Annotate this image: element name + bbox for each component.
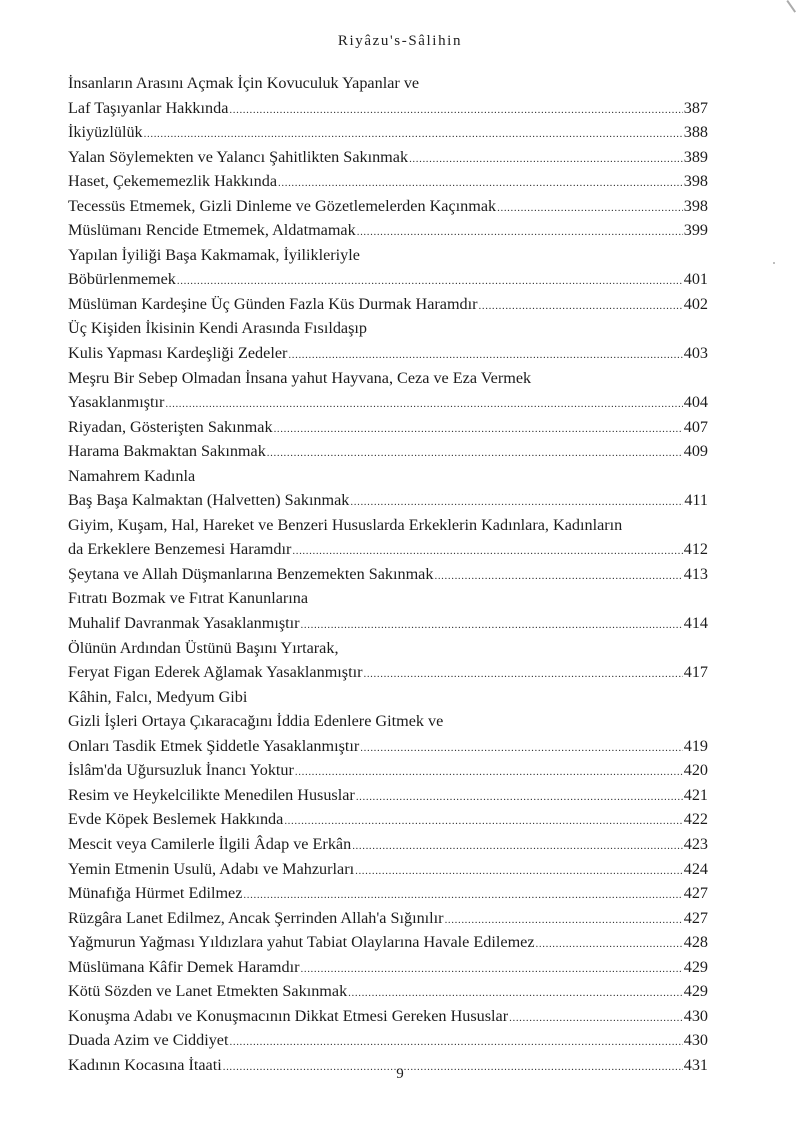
dot-leader xyxy=(350,490,683,515)
toc-entry-title: Riyadan, Gösterişten Sakınmak xyxy=(68,417,273,436)
toc-entry xyxy=(68,611,708,636)
toc-entry-title: Muhalif Davranmak Yasaklanmıştır xyxy=(68,614,300,633)
dot-leader xyxy=(356,785,683,810)
toc-entry xyxy=(68,857,708,882)
toc-entry xyxy=(68,537,708,562)
dot-leader xyxy=(497,196,683,221)
toc-entry-page-number: 411 xyxy=(684,491,708,510)
toc-entry-page-number: 420 xyxy=(683,761,708,780)
toc-entry-page-number: 388 xyxy=(683,123,708,142)
toc-entry-page-number: 404 xyxy=(683,393,708,412)
toc-entry-title: da Erkeklere Benzemesi Haramdır xyxy=(68,540,292,559)
toc-entry-continued xyxy=(68,243,708,268)
page-number: 9 xyxy=(396,1066,404,1082)
dot-leader xyxy=(357,220,683,245)
toc-entry-continued xyxy=(68,586,708,611)
toc-entry xyxy=(68,145,708,170)
toc-entry-page-number: 399 xyxy=(683,221,708,240)
toc-entry xyxy=(68,979,708,1004)
toc-entry xyxy=(68,562,708,587)
dot-leader xyxy=(348,981,683,1006)
toc-entry-page-number: 429 xyxy=(683,982,708,1001)
toc-entry-title: Yağmurun Yağması Yıldızlara yahut Tabiat Olaylarına Havale Edilemez xyxy=(68,933,535,952)
toc-entry-title: İkiyüzlülük xyxy=(68,123,143,142)
toc-entry-page-number: 407 xyxy=(683,417,708,436)
toc-entry-title: İslâm'da Uğursuzluk İnancı Yoktur xyxy=(68,761,294,780)
toc-entry-title: Yasaklanmıştır xyxy=(68,393,165,412)
toc-entry-page-number: 402 xyxy=(683,294,708,313)
toc-entry-title: Baş Başa Kalmaktan (Halvetten) Sakınmak xyxy=(68,491,350,510)
toc-entry-continued xyxy=(68,685,708,710)
toc-entry xyxy=(68,734,708,759)
toc-entry-page-number: 428 xyxy=(683,933,708,952)
running-head: Riyâzu's-Sâlihin xyxy=(337,33,463,49)
toc-entry-page-number: 427 xyxy=(683,908,708,927)
toc-entry-title: Kâhin, Falcı, Medyum Gibi xyxy=(68,687,248,706)
toc-entry-page-number: 429 xyxy=(683,957,708,976)
toc-entry xyxy=(68,439,708,464)
toc-entry-title: Meşru Bir Sebep Olmadan İnsana yahut Hayvana, Ceza ve Eza Vermek xyxy=(68,368,532,387)
toc-entry-title: Kulis Yapması Kardeşliği Zedeler xyxy=(68,344,288,363)
toc-entry xyxy=(68,267,708,292)
toc-entry-title: Üç Kişiden İkisinin Kendi Arasında Fısıldaşıp xyxy=(68,319,367,338)
toc-entry-title: Yalan Söylemekten ve Yalancı Şahitlikten Sakınmak xyxy=(68,147,409,166)
toc-entry xyxy=(68,832,708,857)
toc-entry-page-number: 431 xyxy=(683,1055,708,1074)
toc-entry-page-number: 427 xyxy=(683,884,708,903)
toc-entry-continued xyxy=(68,636,708,661)
toc-entry-continued xyxy=(68,709,708,734)
toc-entry xyxy=(68,120,708,145)
toc-entry-continued xyxy=(68,513,708,538)
toc-entry-title: Fıtratı Bozmak ve Fıtrat Kanunlarına xyxy=(68,589,309,608)
toc-entry xyxy=(68,96,708,121)
toc-entry-title: Şeytana ve Allah Düşmanlarına Benzemekten Sakınmak xyxy=(68,564,434,583)
toc-entry xyxy=(68,169,708,194)
toc-entry xyxy=(68,930,708,955)
toc-entry-title: Konuşma Adabı ve Konuşmacının Dikkat Etmesi Gereken Hususlar xyxy=(68,1006,509,1025)
toc-entry xyxy=(68,194,708,219)
toc-entry xyxy=(68,758,708,783)
toc-entry-page-number: 398 xyxy=(683,196,708,215)
toc-entry xyxy=(68,807,708,832)
toc-entry-page-number: 423 xyxy=(683,834,708,853)
toc-entry-title: Müslüman Kardeşine Üç Günden Fazla Küs Durmak Haramdır xyxy=(68,294,478,313)
toc-entry-page-number: 413 xyxy=(683,564,708,583)
scan-artifact xyxy=(786,0,796,13)
toc-entry xyxy=(68,488,708,513)
dot-leader xyxy=(292,539,682,564)
toc-entry-title: Onları Tasdik Etmek Şiddetle Yasaklanmıştır xyxy=(68,736,360,755)
toc-entry-page-number: 430 xyxy=(683,1006,708,1025)
dot-leader xyxy=(267,441,683,466)
dot-leader xyxy=(301,613,683,638)
dot-leader xyxy=(434,564,682,589)
toc-entry-title: Kötü Sözden ve Lanet Etmekten Sakınmak xyxy=(68,982,348,1001)
scan-artifact-dot xyxy=(773,262,775,264)
table-of-contents xyxy=(68,71,708,1077)
dot-leader xyxy=(243,883,682,908)
toc-entry-continued xyxy=(68,464,708,489)
dot-leader xyxy=(278,171,683,196)
toc-entry-title: İnsanların Arasını Açmak İçin Kovuculuk Yapanlar ve xyxy=(68,74,420,92)
toc-entry xyxy=(68,660,708,685)
toc-entry xyxy=(68,218,708,243)
toc-entry-title: Giyim, Kuşam, Hal, Hareket ve Benzeri Hususlarda Erkeklerin Kadınlara, Kadınların xyxy=(68,515,623,534)
dot-leader xyxy=(445,908,683,933)
toc-entry xyxy=(68,341,708,366)
toc-entry-title: Feryat Figan Ederek Ağlamak Yasaklanmıştır xyxy=(68,663,363,682)
toc-entry-page-number: 430 xyxy=(683,1031,708,1050)
toc-entry-title: Mescit veya Camilerle İlgili Âdap ve Erkân xyxy=(68,834,352,853)
toc-entry-title: Kadının Kocasına İtaati xyxy=(68,1055,222,1074)
toc-entry-page-number: 414 xyxy=(683,614,708,633)
dot-leader xyxy=(288,343,682,368)
toc-entry-page-number: 421 xyxy=(683,785,708,804)
toc-entry-title: Müslümanı Rencide Etmemek, Aldatmamak xyxy=(68,221,356,240)
toc-entry xyxy=(68,783,708,808)
toc-entry-title: Tecessüs Etmemek, Gizli Dinleme ve Gözetlemelerden Kaçınmak xyxy=(68,196,497,215)
toc-entry-page-number: 403 xyxy=(683,344,708,363)
dot-leader xyxy=(295,760,683,785)
dot-leader xyxy=(509,1006,683,1031)
toc-entry-continued xyxy=(68,366,708,391)
toc-entry-page-number: 419 xyxy=(683,736,708,755)
dot-leader xyxy=(360,736,682,761)
toc-entry-title: Münafığa Hürmet Edilmez xyxy=(68,884,243,903)
toc-entry-page-number: 424 xyxy=(683,859,708,878)
toc-entry-title: Yemin Etmenin Usulü, Adabı ve Mahzurları xyxy=(68,859,355,878)
toc-entry-page-number: 409 xyxy=(683,442,708,461)
toc-entry-continued xyxy=(68,316,708,341)
dot-leader xyxy=(274,417,683,442)
toc-entry-title: Müslümana Kâfir Demek Haramdır xyxy=(68,957,300,976)
dot-leader xyxy=(479,294,683,319)
dot-leader xyxy=(301,957,683,982)
toc-entry-page-number: 412 xyxy=(683,540,708,559)
dot-leader xyxy=(230,1030,683,1055)
toc-entry-page-number: 417 xyxy=(683,663,708,682)
toc-entry-title: Haset, Çekememezlik Hakkında xyxy=(68,172,278,191)
toc-entry xyxy=(68,881,708,906)
toc-entry-continued xyxy=(68,71,708,96)
toc-entry-page-number: 387 xyxy=(683,98,708,117)
toc-entry-page-number: 398 xyxy=(683,172,708,191)
toc-entry-title: Ölünün Ardından Üstünü Başını Yırtarak, xyxy=(68,638,339,657)
toc-entry-title: Harama Bakmaktan Sakınmak xyxy=(68,442,266,461)
toc-entry xyxy=(68,955,708,980)
dot-leader xyxy=(177,269,683,294)
toc-entry-page-number: 422 xyxy=(683,810,708,829)
dot-leader xyxy=(144,122,683,147)
dot-leader xyxy=(363,662,682,687)
dot-leader xyxy=(409,147,683,172)
toc-entry xyxy=(68,390,708,415)
toc-entry-title: Resim ve Heykelcilikte Menedilen Hususlar xyxy=(68,785,355,804)
toc-entry xyxy=(68,906,708,931)
toc-entry-title: Böbürlenmemek xyxy=(68,270,176,289)
toc-entry xyxy=(68,415,708,440)
dot-leader xyxy=(355,859,683,884)
toc-entry xyxy=(68,1028,708,1053)
toc-entry-title: Laf Taşıyanlar Hakkında xyxy=(68,98,229,117)
toc-entry xyxy=(68,1004,708,1029)
toc-entry-title: Evde Köpek Beslemek Hakkında xyxy=(68,810,284,829)
dot-leader xyxy=(536,932,683,957)
toc-entry-title: Duada Azim ve Ciddiyet xyxy=(68,1031,229,1050)
toc-entry xyxy=(68,292,708,317)
toc-entry-title: Rüzgâra Lanet Edilmez, Ancak Şerrinden Allah'a Sığınılır xyxy=(68,908,444,927)
dot-leader xyxy=(229,98,682,123)
dot-leader xyxy=(284,809,682,834)
toc-entry-title: Gizli İşleri Ortaya Çıkaracağını İddia Edenlere Gitmek ve xyxy=(68,712,444,731)
dot-leader xyxy=(165,392,682,417)
dot-leader xyxy=(352,834,683,859)
toc-entry-page-number: 401 xyxy=(683,270,708,289)
toc-entry-page-number: 389 xyxy=(683,147,708,166)
toc-entry-title: Yapılan İyiliği Başa Kakmamak, İyilikleriyle xyxy=(68,245,360,264)
toc-entry-title: Namahrem Kadınla xyxy=(68,466,196,485)
